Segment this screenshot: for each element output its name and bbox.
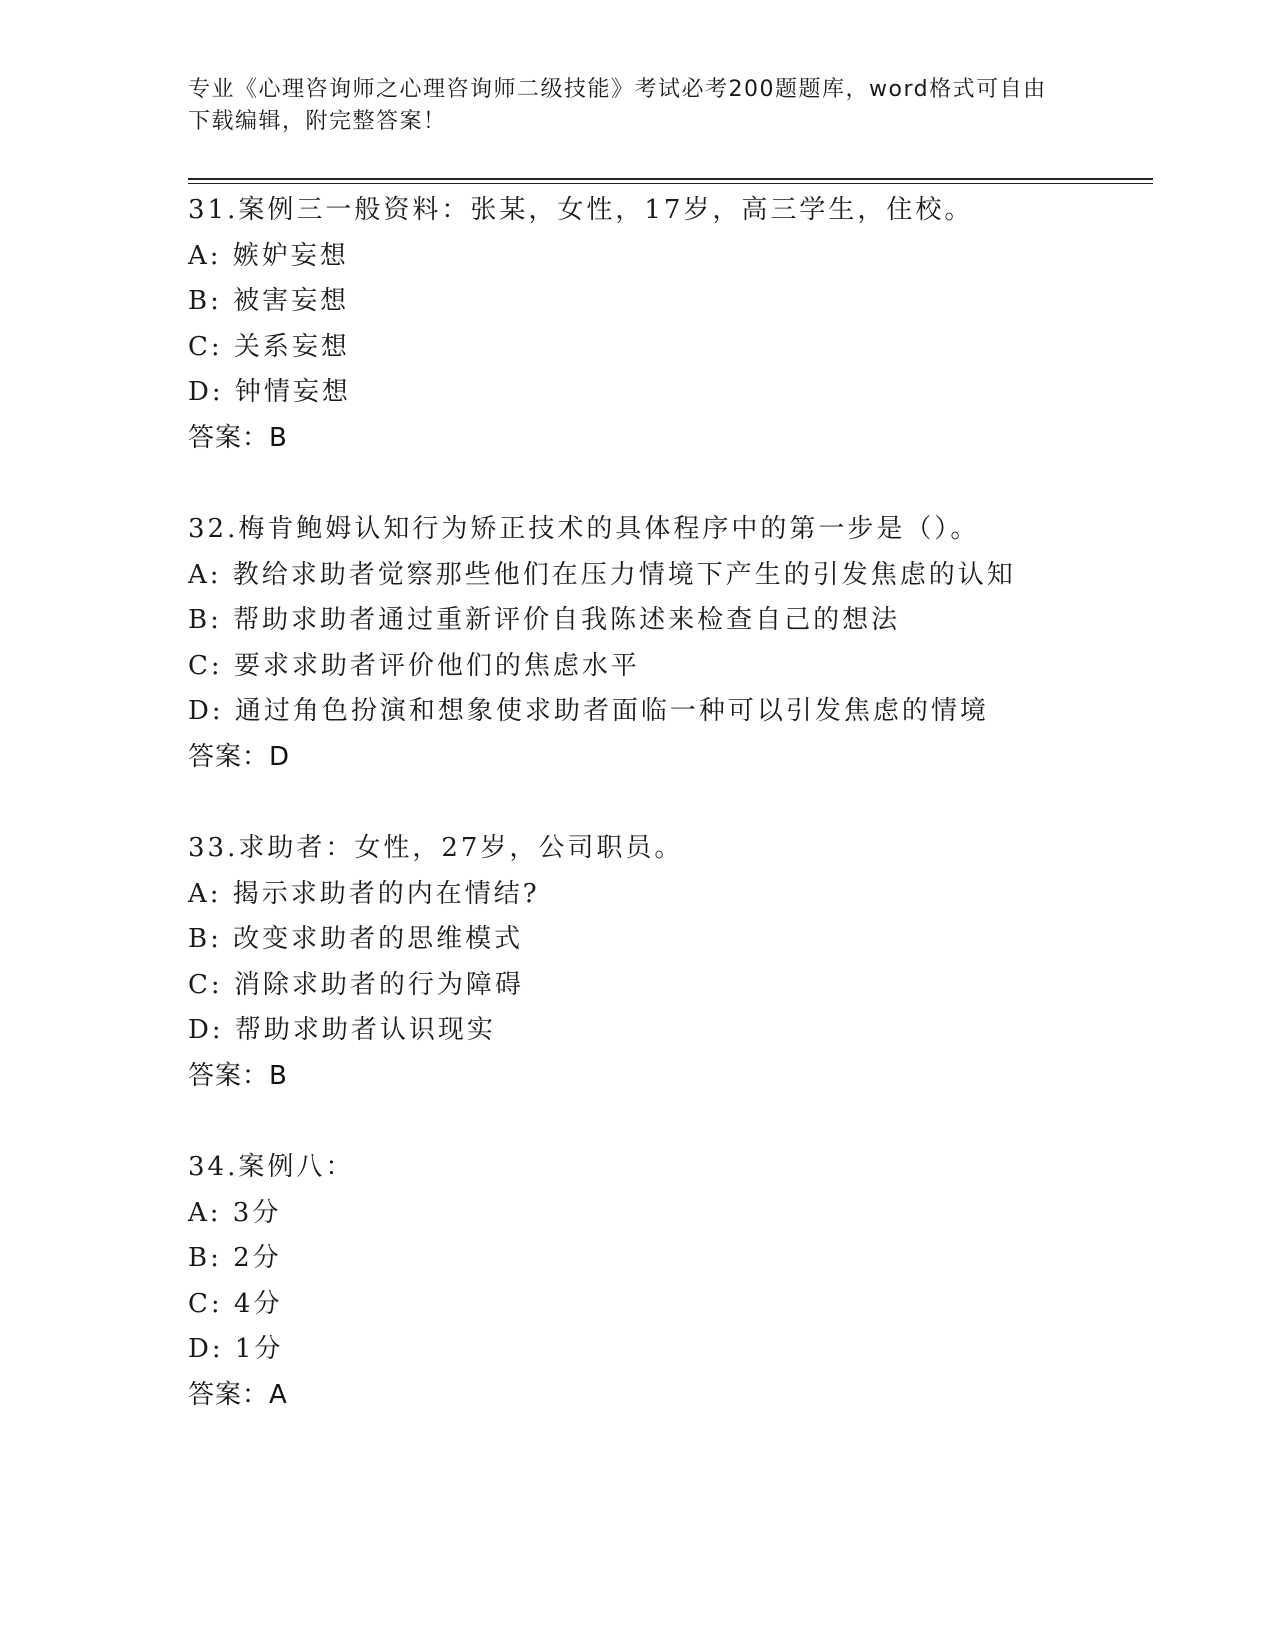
answer-line: 答案：B — [188, 1060, 288, 1091]
option-b: B: 被害妄想 — [188, 286, 350, 316]
option-c: C: 要求求助者评价他们的焦虑水平 — [188, 650, 640, 681]
option-a: A: 揭示求助者的内在情结? — [188, 878, 540, 909]
option-a: A: 嫉妒妄想 — [188, 240, 349, 271]
option-b: B: 改变求助者的思维模式 — [188, 924, 524, 954]
question-32 — [188, 507, 1188, 780]
question-34 — [188, 1145, 1188, 1418]
question-title: 31.案例三一般资料：张某，女性，17岁，高三学生，住校。 — [188, 195, 974, 225]
answer-line: 答案：B — [188, 422, 288, 453]
option-d: D: 帮助求助者认识现实 — [188, 1015, 496, 1045]
option-c: C: 4分 — [188, 1288, 283, 1319]
question-33 — [188, 826, 1188, 1099]
answer-line: 答案：D — [188, 741, 291, 772]
option-c: C: 消除求助者的行为障碍 — [188, 969, 524, 1000]
option-c: C: 关系妄想 — [188, 331, 350, 362]
option-d: D: 通过角色扮演和想象使求助者面临一种可以引发焦虑的情境 — [188, 696, 989, 726]
option-d: D: 1分 — [188, 1334, 284, 1364]
option-a: A: 3分 — [188, 1197, 282, 1228]
question-31 — [188, 188, 1188, 461]
document-header: 专业《心理咨询师之心理咨询师二级技能》考试必考200题题库，word格式可自由下载编辑，附完整答案！ — [188, 77, 1047, 134]
option-b: B: 2分 — [188, 1243, 282, 1273]
question-title: 33.求助者：女性，27岁，公司职员。 — [188, 833, 684, 863]
option-a: A: 教给求助者觉察那些他们在压力情境下产生的引发焦虑的认知 — [188, 559, 1016, 590]
header-divider-thin — [188, 183, 1153, 184]
question-title: 32.梅肯鲍姆认知行为矫正技术的具体程序中的第一步是（）。 — [188, 514, 980, 544]
option-d: D: 钟情妄想 — [188, 377, 351, 407]
header-divider-thick — [188, 178, 1153, 180]
question-title: 34.案例八： — [188, 1152, 355, 1182]
answer-line: 答案：A — [188, 1379, 288, 1410]
option-b: B: 帮助求助者通过重新评价自我陈述来检查自己的想法 — [188, 605, 901, 635]
